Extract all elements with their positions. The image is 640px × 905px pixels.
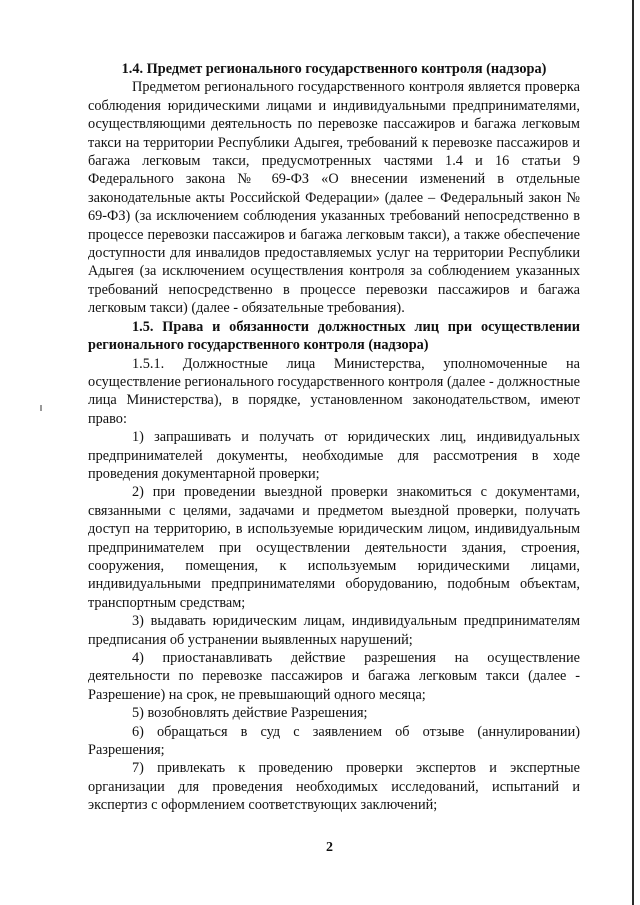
list-item: 2) при проведении выездной проверки знакомиться с документами, связанными с целями, задачами и предметом выездной проверки, получать доступ на территорию, в используемые юридическим лицом, индивидуальным предпринимателем при осуществлении деятельности здания, строения, сооружения, помещения, к используемым юридическими лицами, индивидуальными предпринимателями оборудованию, подобным объектам, транспортным средствам; [88, 484, 580, 611]
scan-speck [40, 405, 42, 411]
section-1-5-intro: 1.5.1. Должностные лица Министерства, уполномоченные на осуществление регионального государственного контроля (далее - должностные лица Министерства), в порядке, установленном законодательством, имеют право: [88, 355, 580, 427]
list-item: 4) приостанавливать действие разрешения на осуществление деятельности по перевозке пассажиров и багажа легковым такси (далее - Разрешение) на срок, не превышающий одного месяца; [88, 650, 580, 703]
section-1-4-paragraph: Предметом регионального государственного контроля является проверка соблюдения юридическими лицами и индивидуальными предпринимателями, осуществляющими деятельность по перевозке пассажиров и багажа легковым такси на территории Республики Адыгея, требований к перевозке пассажиров и багажа легковым такси, предусмотренных частями 1.4 и 16 статьи 9 Федерального закона № 69-ФЗ «О внесении изменений в отдельные законодательные акты Российской Федерации» (далее – Федеральный закон № 69-ФЗ) (за исключением соблюдения указанных требований непосредственно в процессе перевозки пассажиров и багажа легковым такси), а также обеспечение доступности для инвалидов предоставляемых услуг на территории Республики Адыгея (за исключением осуществления контроля за соблюдением указанных требований непосредственно в процессе перевозки пассажиров и багажа легковым такси) (далее - обязательные требования). [88, 79, 580, 317]
list-item: 1) запрашивать и получать от юридических лиц, индивидуальных предпринимателей документы, необходимые для рассмотрения в ходе проведения документарной проверки; [88, 429, 580, 482]
list-item: 7) привлекать к проведению проверки экспертов и экспертные организации для проведения необходимых исследований, испытаний и экспертиз с оформлением соответствующих заключений; [88, 760, 580, 814]
page-number: 2 [326, 840, 333, 855]
list-item: 6) обращаться в суд с заявлением об отзыве (аннулировании) Разрешения; [88, 723, 580, 759]
section-1-5-heading: 1.5. Права и обязанности должностных лиц при осуществлении регионального государственного контроля (надзора) [88, 318, 580, 354]
document-page [88, 60, 580, 815]
section-1-4-heading: 1.4. Предмет регионального государственного контроля (надзора) [121, 61, 547, 77]
list-item: 3) выдавать юридическим лицам, индивидуальным предпринимателям предписания об устранении выявленных нарушений; [88, 613, 580, 648]
list-item: 5) возобновлять действие Разрешения; [132, 705, 368, 722]
scan-edge-line [632, 0, 634, 905]
